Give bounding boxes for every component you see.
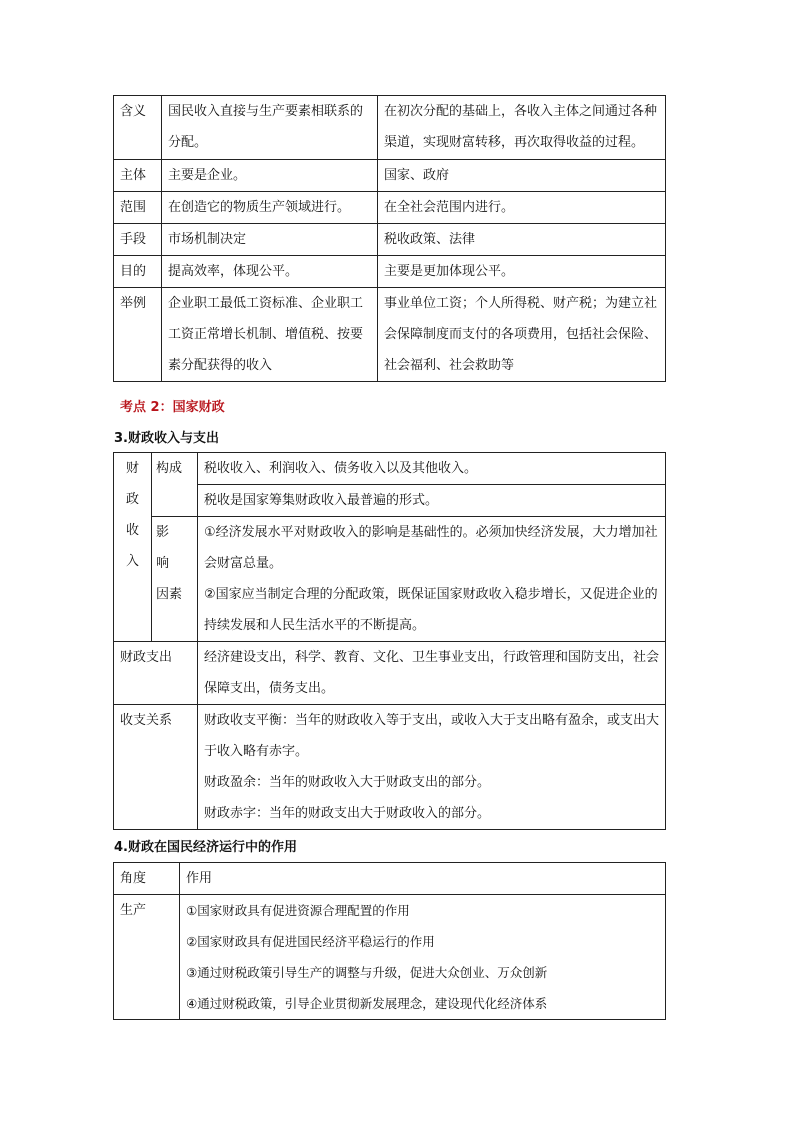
balance-label: 收支关系	[114, 705, 198, 830]
row-label: 手段	[114, 224, 162, 256]
secondary-cell: 税收政策、法律	[378, 224, 666, 256]
section-3-heading: 3.财政收入与支出	[114, 431, 219, 446]
expenditure-label: 财政支出	[114, 642, 198, 705]
revenue-char: 财	[125, 461, 139, 476]
balance-cell	[198, 705, 666, 830]
expenditure-text: 经济建设支出，科学、教育、文化、卫生事业支出，行政管理和国防支出，社会保障支出，债务支出。	[198, 642, 666, 705]
table-row	[114, 642, 666, 705]
role-list	[180, 895, 666, 1020]
table-row	[114, 895, 666, 1020]
composition-line: 税收收入、利润收入、债务收入以及其他收入。	[198, 453, 666, 485]
row-label: 生产	[114, 895, 180, 1020]
revenue-label-cell	[114, 453, 152, 642]
table-row	[114, 453, 666, 485]
factor-label: 影响 因素	[152, 517, 198, 642]
factor-line: ①经济发展水平对财政收入的影响是基础性的。必须加快经济发展，大力增加社会财富总量。	[198, 517, 666, 580]
factor-line: ②国家应当制定合理的分配政策，既保证国家财政收入稳步增长，又促进企业的持续发展和人民生活水平的不断提高。	[198, 579, 666, 642]
section-2-heading: 考点 2：国家财政	[120, 400, 225, 415]
revenue-char: 入	[125, 554, 139, 569]
primary-cell: 企业职工最低工资标准、企业职工工资正常增长机制、增值税、按要素分配获得的收入	[162, 288, 378, 382]
revenue-char: 收	[125, 523, 139, 538]
header-role: 作用	[180, 863, 666, 895]
table-row	[114, 517, 666, 580]
balance-line: 财政盈余：当年的财政收入大于财政支出的部分。	[204, 775, 491, 790]
primary-cell: 国民收入直接与生产要素相联系的分配。	[162, 96, 378, 160]
balance-line: 财政赤字：当年的财政支出大于财政收入的部分。	[204, 806, 491, 821]
balance-line: 财政收支平衡：当年的财政收入等于支出，或收入大于支出略有盈余，或支出大于收入略有赤字。	[204, 713, 660, 759]
fiscal-revenue-expenditure-table	[113, 452, 666, 830]
composition-line: 税收是国家筹集财政收入最普遍的形式。	[198, 485, 666, 517]
fiscal-role-table	[113, 862, 666, 1020]
primary-cell: 市场机制决定	[162, 224, 378, 256]
table-row	[114, 256, 666, 288]
row-label: 目的	[114, 256, 162, 288]
secondary-cell: 事业单位工资；个人所得税、财产税；为建立社会保障制度而支付的各项费用，包括社会保险、社会福利、社会救助等	[378, 288, 666, 382]
secondary-cell: 在全社会范围内进行。	[378, 192, 666, 224]
table-row	[114, 160, 666, 192]
row-label: 举例	[114, 288, 162, 382]
primary-cell: 提高效率，体现公平。	[162, 256, 378, 288]
secondary-cell: 主要是更加体现公平。	[378, 256, 666, 288]
table-row	[114, 705, 666, 830]
role-item: ④通过财税政策，引导企业贯彻新发展理念，建设现代化经济体系	[186, 996, 548, 1011]
table-row	[114, 96, 666, 160]
role-item: ③通过财税政策引导生产的调整与升级，促进大众创业、万众创新	[186, 965, 548, 980]
primary-cell: 在创造它的物质生产领域进行。	[162, 192, 378, 224]
table-row	[114, 224, 666, 256]
row-label: 含义	[114, 96, 162, 160]
distribution-comparison-table	[113, 95, 666, 382]
secondary-cell: 国家、政府	[378, 160, 666, 192]
composition-label: 构成	[152, 453, 198, 517]
header-angle: 角度	[114, 863, 180, 895]
row-label: 范围	[114, 192, 162, 224]
table-row	[114, 192, 666, 224]
row-label: 主体	[114, 160, 162, 192]
revenue-char: 政	[125, 492, 139, 507]
table-row	[114, 288, 666, 382]
section-4-heading: 4.财政在国民经济运行中的作用	[114, 840, 297, 855]
primary-cell: 主要是企业。	[162, 160, 378, 192]
table-header-row	[114, 863, 666, 895]
role-item: ②国家财政具有促进国民经济平稳运行的作用	[186, 934, 435, 949]
role-item: ①国家财政具有促进资源合理配置的作用	[186, 903, 410, 918]
secondary-cell: 在初次分配的基础上，各收入主体之间通过各种渠道，实现财富转移，再次取得收益的过程。	[378, 96, 666, 160]
